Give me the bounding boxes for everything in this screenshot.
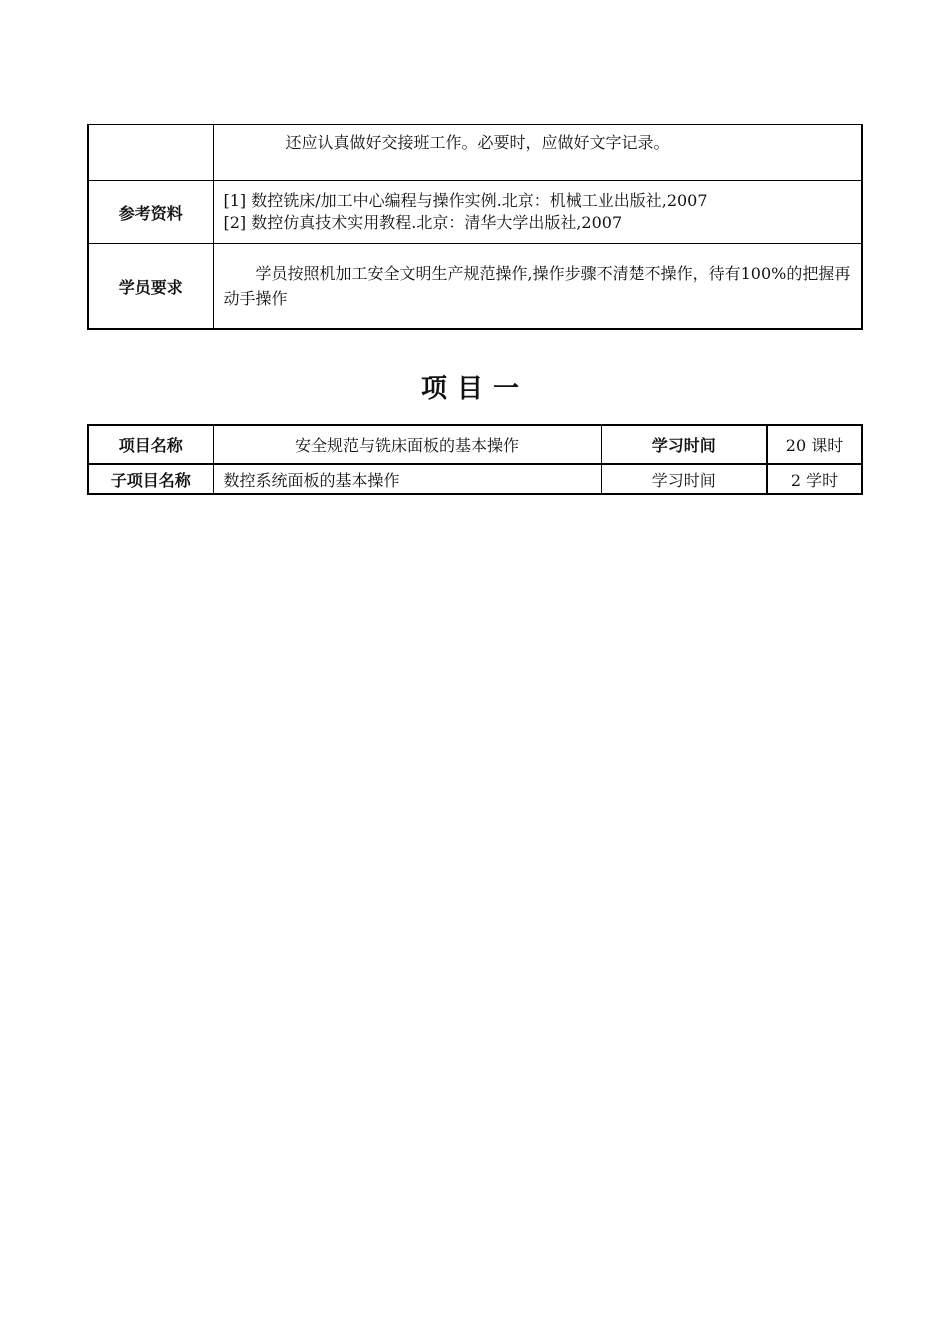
table-row [88,425,862,464]
subproject-name-value: 数控系统面板的基本操作 [213,464,601,494]
section-title: 项目一 [420,374,529,404]
references-cell [213,181,862,244]
project-name-value: 安全规范与铣床面板的基本操作 [213,425,601,464]
safety-note: 还应认真做好交接班工作。必要时，应做好文字记录。 [213,125,862,181]
table-row [88,125,862,181]
references-label: 参考资料 [88,181,213,244]
row-label [88,125,213,181]
project-name-label: 项目名称 [88,425,213,464]
study-time-label: 学习时间 [601,425,767,464]
table-row [88,244,862,330]
course-info-table [87,124,863,330]
table-row [88,181,862,244]
reference-item: [2] 数控仿真技术实用教程.北京：清华大学出版社,2007 [223,213,623,232]
study-time-label: 学习时间 [601,464,767,494]
table-row [88,464,862,494]
reference-item: [1] 数控铣床/加工中心编程与操作实例.北京：机械工业出版社,2007 [223,191,708,210]
student-requirements-label: 学员要求 [88,244,213,330]
student-requirements-text: 学员按照机加工安全文明生产规范操作,操作步骤不清楚不操作，待有100%的把握再动手操作 [213,244,862,330]
study-time-value: 20 课时 [767,425,862,464]
study-time-value: 2 学时 [767,464,862,494]
subproject-name-label: 子项目名称 [88,464,213,494]
project-table [87,424,863,495]
